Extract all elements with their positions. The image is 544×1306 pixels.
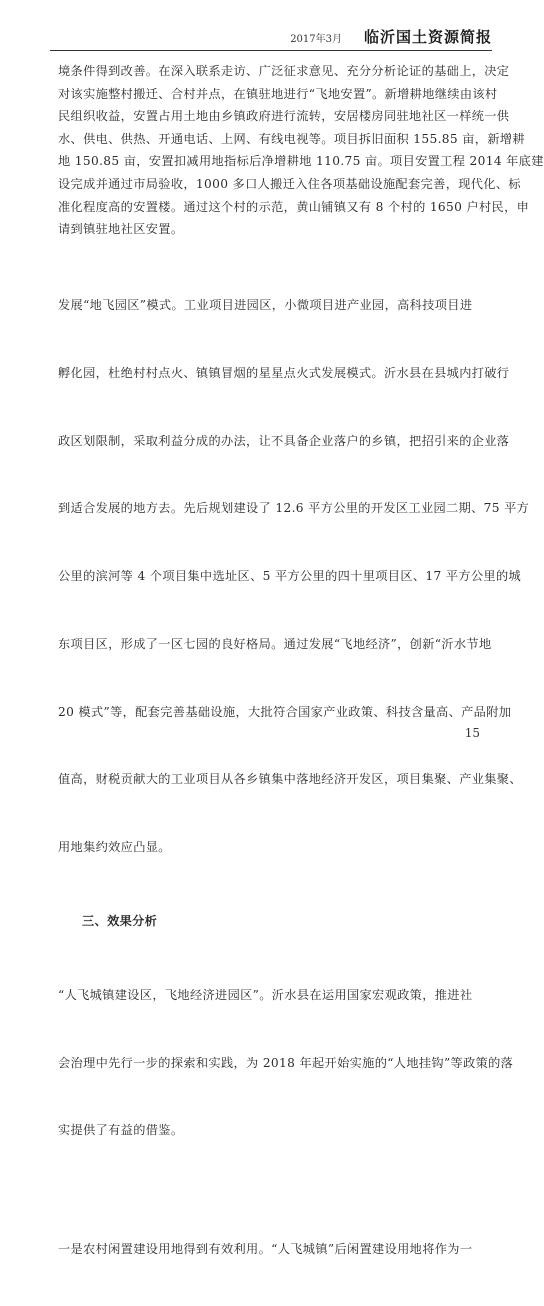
page-header [50,20,492,51]
text-line: 孵化园，杜绝村村点火、镇镇冒烟的星星点火式发展模式。沂水县在县城内打破行 [58,365,510,380]
text-line: 地 150.85 亩，安置扣减用地指标后净增耕地 110.75 亩。项目安置工程 2014 年底建 [58,154,544,169]
text-line: 20 模式”等，配套完善基础设施，大批符合国家产业政策、科技含量高、产品附加 [58,704,512,719]
text-line: 实提供了有益的借鉴。 [58,1123,184,1138]
paragraph-2 [58,249,530,904]
paragraph-4 [58,1193,494,1306]
page-number: 15 [464,726,480,740]
issue-date: 2017年3月 [290,34,342,45]
text-line: 公里的滨河等 4 个项目集中选址区、5 平方公里的四十里项目区、17 平方公里的城 [58,569,522,584]
text-line: 民组织收益，安置占用土地由乡镇政府进行流转，安居楼房同驻地社区一样统一供 [58,109,510,124]
paragraph-3 [58,939,514,1188]
article-body [58,60,544,1306]
text-line: 发展“地飞园区”模式。工业项目进园区，小微项目进产业园，高科技项目进 [58,297,473,312]
text-line: 准化程度高的安置楼。通过这个村的示范，黄山铺镇又有 8 个村的 1650 户村民，申 [58,199,530,214]
text-line: 东项目区，形成了一区七园的良好格局。通过发展“飞地经济”，创新“沂水节地 [58,636,492,651]
journal-title: 临沂国土资源简报 [363,28,492,46]
section-heading: 三、效果分析 [82,913,158,928]
paragraph-1 [58,60,544,241]
text-line: 水、供电、供热、开通电话、上网、有线电视等。项目拆旧面积 155.85 亩，新增耕 [58,131,525,146]
text-line: 设完成并通过市局验收，1000 多口人搬迁入住各项基础设施配套完善，现代化、标 [58,176,521,191]
text-line: 请到镇驻地社区安置。 [58,222,184,237]
text-line: 对该实施整村搬迁、合村并点，在镇驻地进行“飞地安置”。新增耕地继续由该村 [58,86,498,101]
text-line: 一是农村闲置建设用地得到有效利用。“人飞城镇”后闲置建设用地将作为一 [58,1242,473,1257]
text-line: 会治理中先行一步的探索和实践，为 2018 年起开始实施的“人地挂钩”等政策的落 [58,1055,514,1070]
text-line: “人飞城镇建设区，飞地经济进园区”。沂水县在运用国家宏观政策，推进社 [58,987,473,1002]
text-line: 值高，财税贡献大的工业项目从各乡镇集中落地经济开发区，项目集聚、产业集聚、 [58,772,522,787]
text-line: 政区划限制，采取利益分成的办法，让不具备企业落户的乡镇，把招引来的企业落 [58,433,510,448]
text-line: 用地集约效应凸显。 [58,840,171,855]
text-line: 到适合发展的地方去。先后规划建设了 12.6 平方公里的开发区工业园二期、75 平方 [58,501,530,516]
text-line: 境条件得到改善。在深入联系走访、广泛征求意见、充分分析论证的基础上，决定 [58,64,510,78]
